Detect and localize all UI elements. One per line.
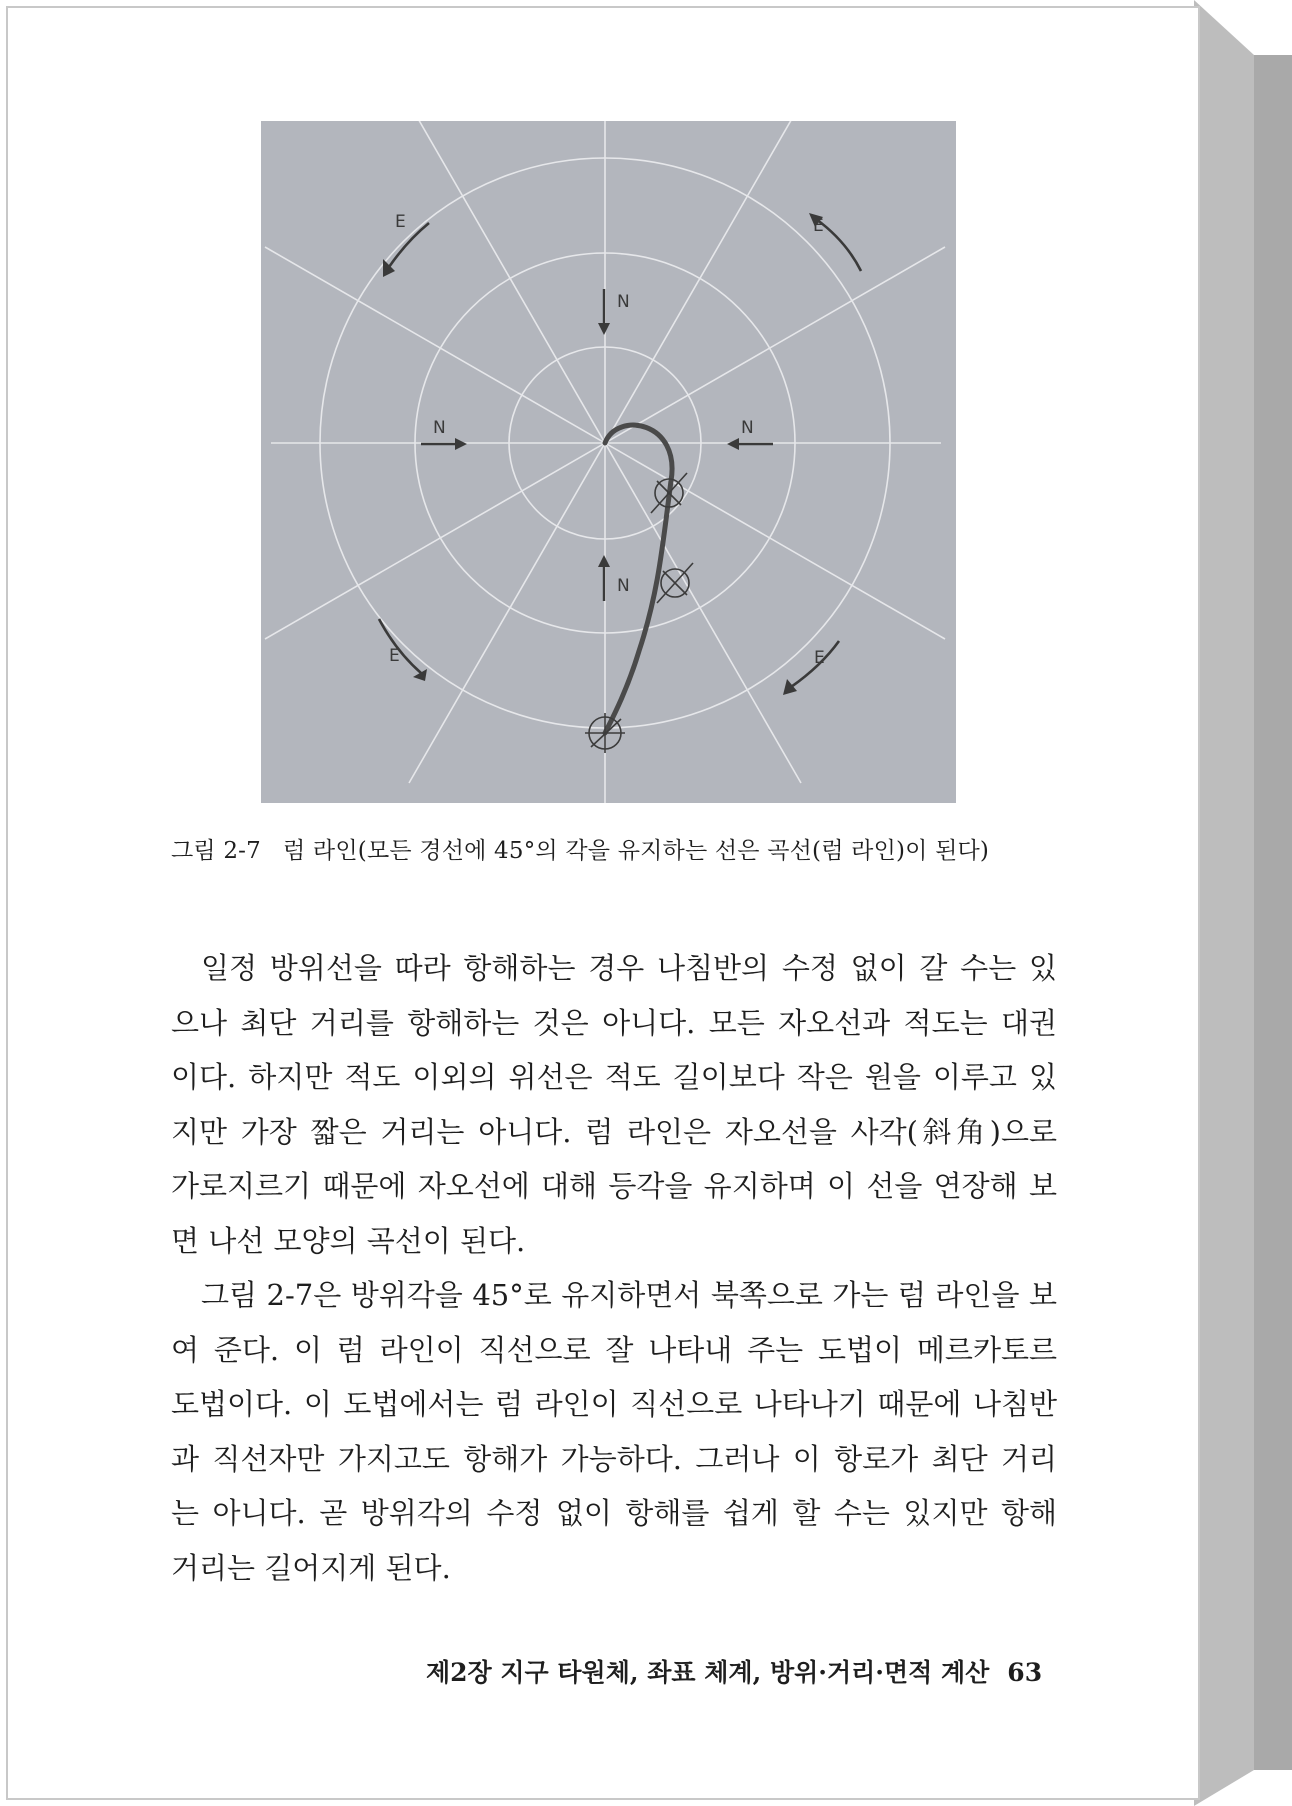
text-line: 지만 가장 짧은 거리는 아니다. 럼 라인은 자오선을 사각(斜角)으로 bbox=[171, 1114, 1057, 1149]
chapter-title: 제2장 지구 타원체, 좌표 체계, 방위·거리·면적 계산 bbox=[426, 1658, 990, 1687]
text-line: 여 준다. 이 럼 라인이 직선으로 잘 나타내 주는 도법이 메르카토르 bbox=[171, 1332, 1057, 1367]
text-line: 면 나선 모양의 곡선이 된다. bbox=[171, 1223, 526, 1258]
north-arrow-bottom bbox=[598, 555, 610, 601]
text-line: 으나 최단 거리를 항해하는 것은 아니다. 모든 자오선과 적도는 대권 bbox=[171, 1005, 1057, 1040]
text-line: 거리는 길어지게 된다. bbox=[171, 1550, 451, 1585]
crossing-marker-2 bbox=[657, 563, 693, 603]
label-n-bottom: N bbox=[617, 576, 630, 596]
paragraph-2 bbox=[171, 1268, 1057, 1595]
page-number: 63 bbox=[1007, 1658, 1043, 1687]
north-arrow-top bbox=[598, 289, 610, 335]
label-n-left: N bbox=[433, 418, 446, 438]
north-arrow-right bbox=[727, 438, 773, 450]
label-e-bottom-right: E bbox=[814, 648, 825, 668]
running-footer bbox=[426, 1653, 1043, 1689]
text-line: 가로지르기 때문에 자오선에 대해 등각을 유지하며 이 선을 연장해 보 bbox=[171, 1169, 1057, 1203]
text-line: 과 직선자만 가지고도 항해가 가능하다. 그러나 이 항로가 최단 거리 bbox=[171, 1441, 1057, 1476]
label-n-right: N bbox=[741, 418, 754, 438]
east-arc-bottom-left bbox=[379, 619, 421, 673]
book-page-edge bbox=[1194, 0, 1292, 1806]
book-page bbox=[6, 6, 1200, 1800]
label-e-top-right: E bbox=[813, 216, 824, 236]
polar-diagram bbox=[261, 121, 956, 803]
text-line: 도법이다. 이 도법에서는 럼 라인이 직선으로 나타나기 때문에 나침반 bbox=[171, 1387, 1057, 1421]
meridian-lines bbox=[265, 121, 945, 803]
body-text bbox=[171, 941, 1057, 1595]
crossing-marker-3 bbox=[585, 713, 625, 753]
text-line: 이다. 하지만 적도 이외의 위선은 적도 길이보다 작은 원을 이루고 있 bbox=[171, 1060, 1057, 1094]
label-e-top-left: E bbox=[395, 212, 406, 232]
text-line: 는 아니다. 곧 방위각의 수정 없이 항해를 쉽게 할 수는 있지만 항해 bbox=[171, 1496, 1057, 1530]
label-n-top: N bbox=[617, 292, 630, 312]
rhumb-line-figure bbox=[261, 121, 956, 803]
crossing-marker-1 bbox=[651, 473, 687, 513]
figure-caption-text: 럼 라인(모든 경선에 45°의 각을 유지하는 선은 곡선(럼 라인)이 된다) bbox=[283, 838, 990, 864]
figure-caption bbox=[171, 832, 1071, 865]
label-e-bottom-left: E bbox=[389, 646, 400, 666]
text-line: 일정 방위선을 따라 항해하는 경우 나침반의 수정 없이 갈 수는 있 bbox=[201, 951, 1057, 985]
north-arrow-left bbox=[421, 438, 467, 450]
paragraph-1 bbox=[171, 941, 1057, 1268]
text-line: 그림 2-7은 방위각을 45°로 유지하면서 북쪽으로 가는 럼 라인을 보 bbox=[201, 1278, 1057, 1312]
figure-number: 그림 2-7 bbox=[171, 838, 261, 864]
